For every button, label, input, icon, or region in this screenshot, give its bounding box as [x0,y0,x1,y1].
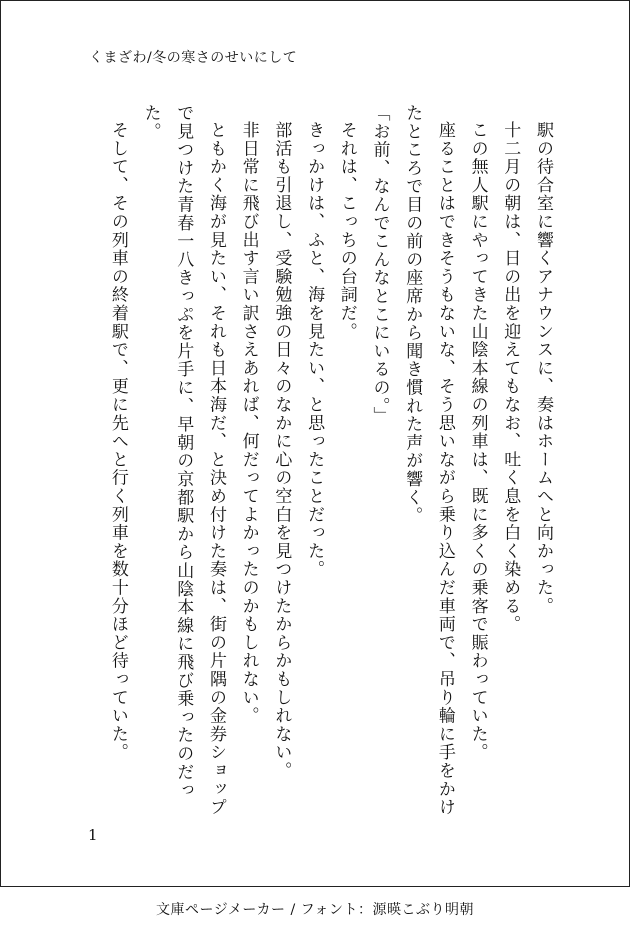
paragraph-6: それは、こっちの台詞だ。 [336,121,357,341]
paragraph-5-dialogue: 「お前、なんでこんなとこにいるの。」 [369,104,390,425]
vertical-body-text [101,104,559,824]
page-number: 1 [88,826,98,844]
paragraph-4: 座ることはできそうもないな、そう思いながら乗り込んだ車両で、吊り輪に手をかけたところで目の前の座席から聞き慣れた声が響く。 [402,104,455,817]
paragraph-3: この無人駅にやってきた山陰本線の列車は、既に多くの乗客で賑わっていた。 [467,121,488,762]
paragraph-7: きっかけは、ふと、海を見たい、と思ったことだった。 [304,121,325,579]
footer-credit: 文庫ページメーカー / フォント：源暎こぶり明朝 [156,901,474,918]
paragraph-2: 十二月の朝は、日の出を迎えてもなお、吐く息を白く染める。 [500,121,521,634]
paragraph-1: 駅の待合室に響くアナウンスに、奏はホームへと向かった。 [533,121,553,616]
paragraph-11: そして、その列車の終着駅で、更に先へと行く列車を数十分ほど待っていた。 [107,121,128,762]
paragraph-9: 非日常に飛び出す言い訳さえあれば、何だってよかったのかもしれない。 [238,121,259,725]
paragraph-8: 部活も引退し、受験勉強の日々のなかに心の空白を見つけたからかもしれない。 [271,121,292,780]
header-title: くまざわ/冬の寒さのせいにして [89,50,298,66]
paragraph-10: ともかく海が見たい、それも日本海だ、と決め付けた奏は、街の片隅の金券ショップで見つけた青春一八きっぷを片手に、早朝の京都駅から山陰本線に飛び乗ったのだった。 [140,104,226,817]
